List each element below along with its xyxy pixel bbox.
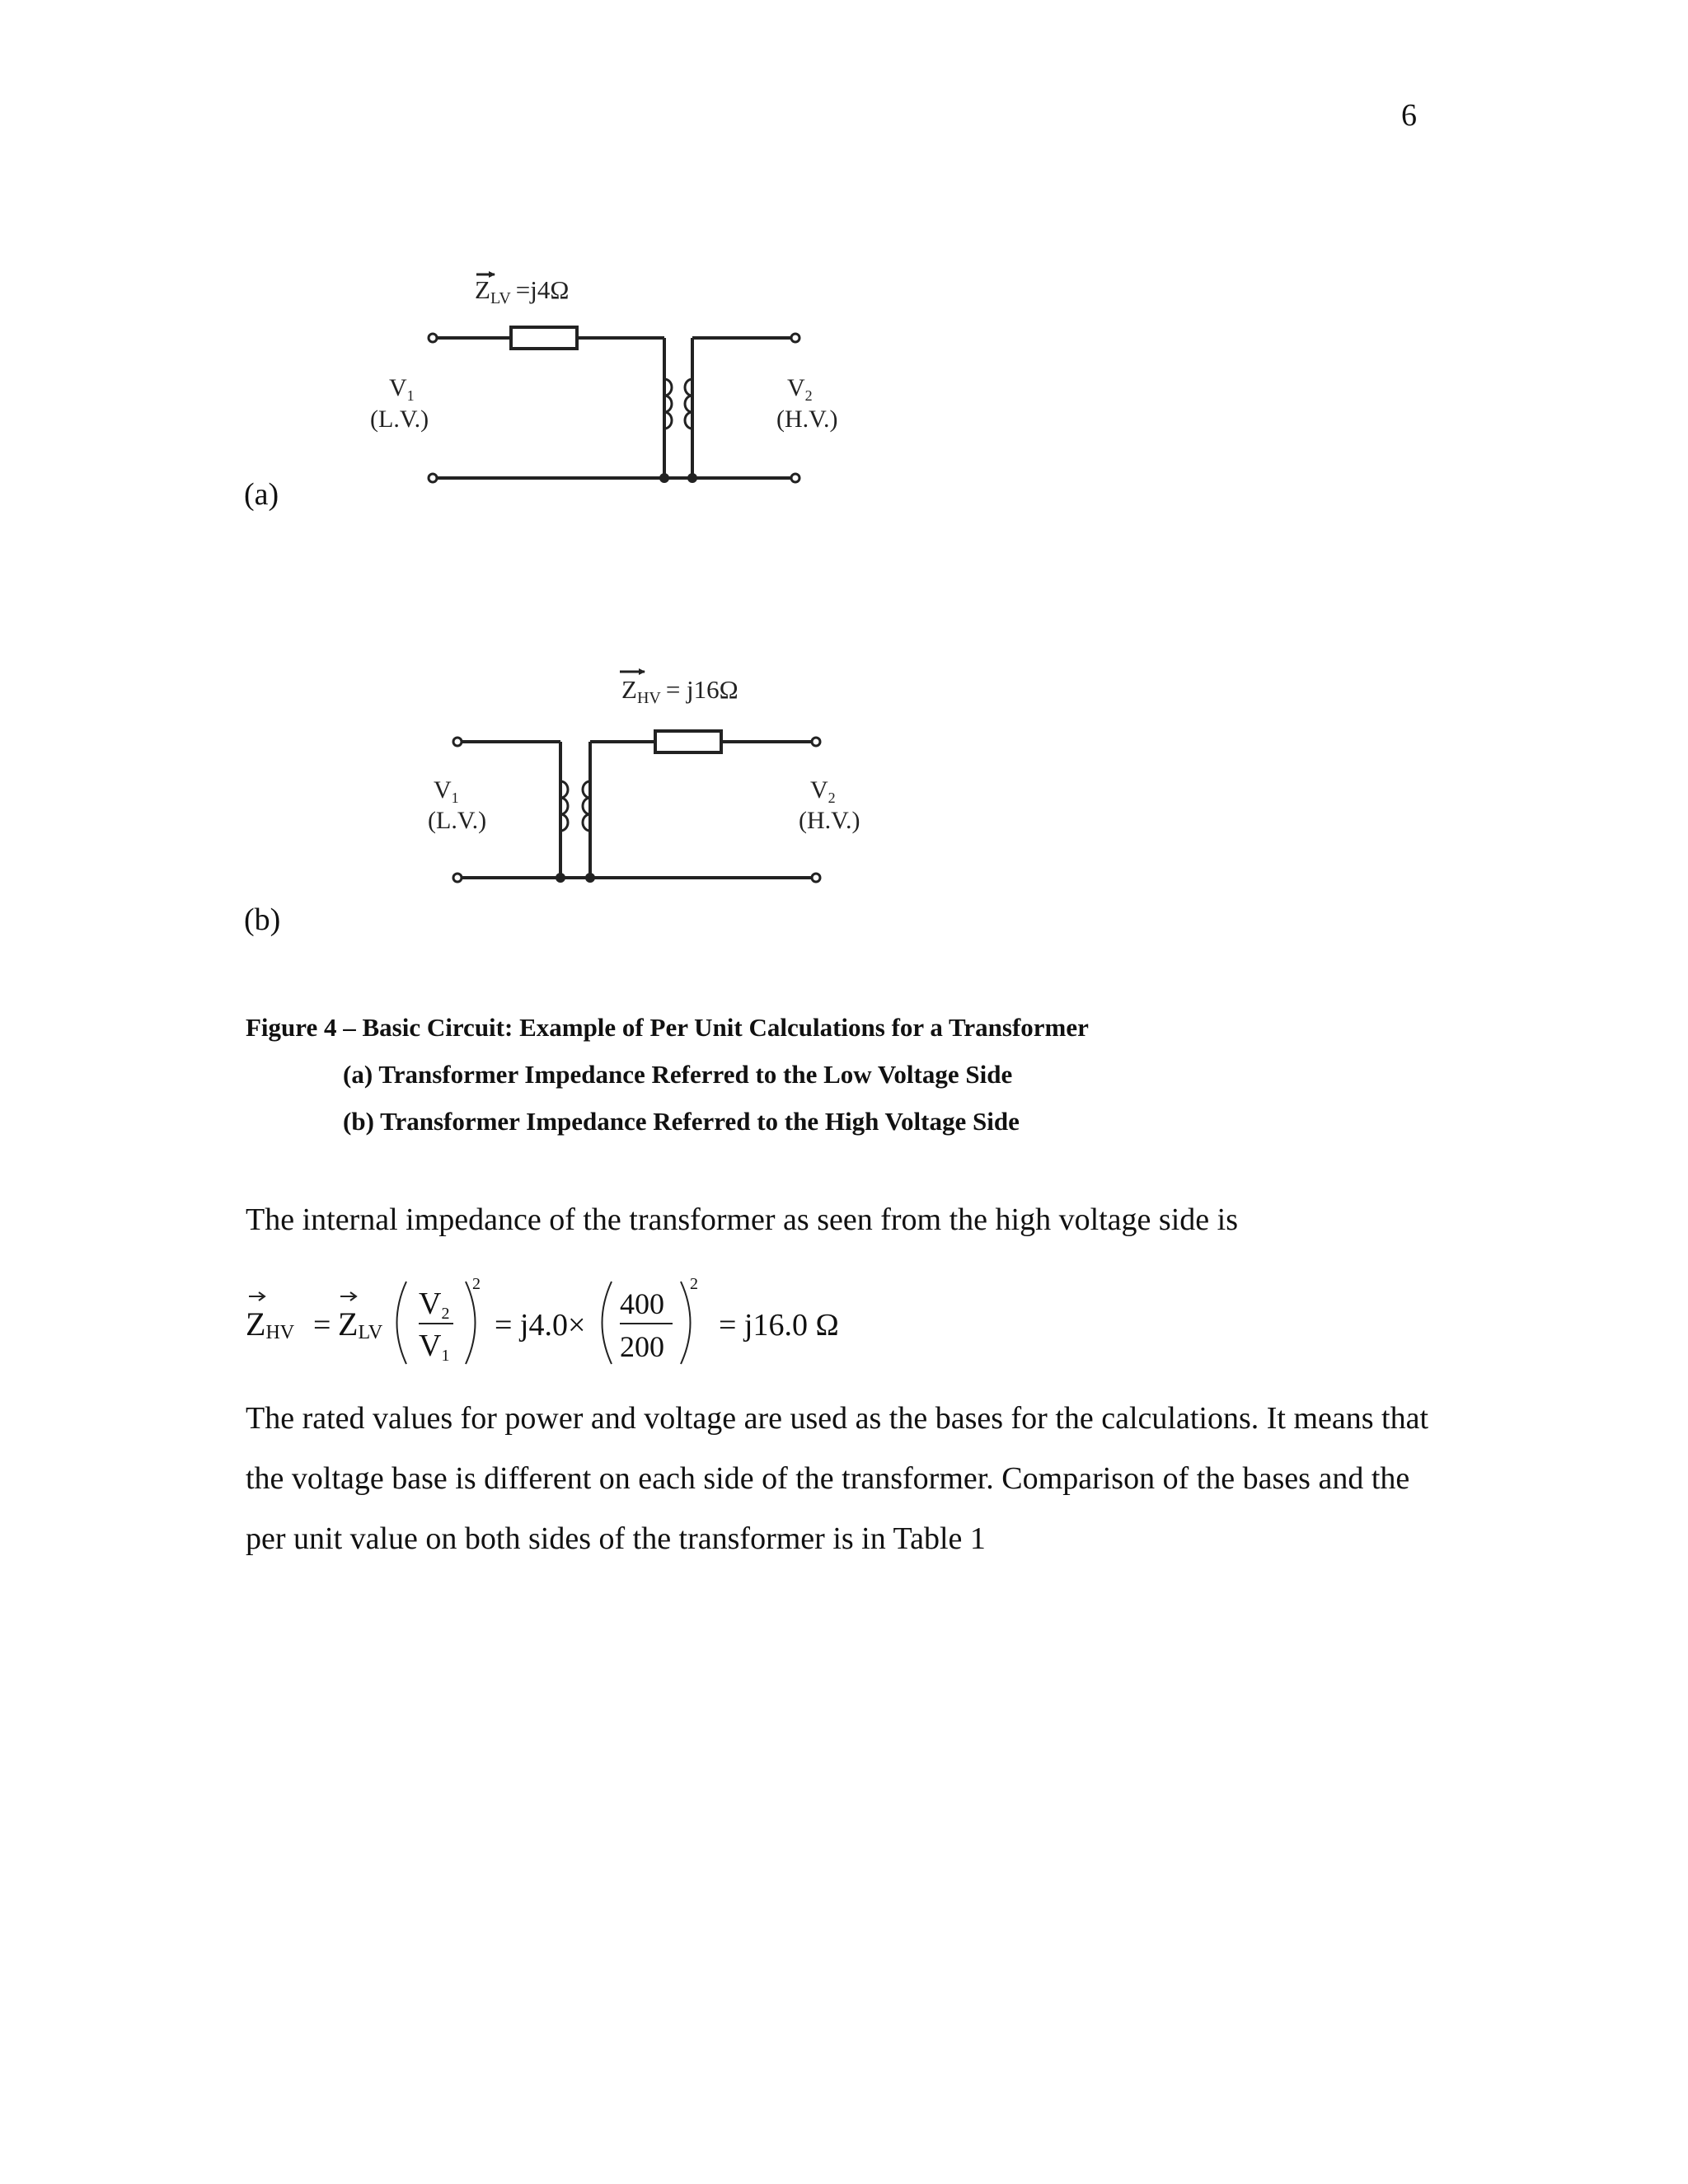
eq-exponent: 2 bbox=[472, 1275, 481, 1293]
figure-caption bbox=[246, 1004, 1089, 1145]
v2-sub-b: 2 bbox=[828, 790, 836, 806]
svg-text:V1 bbox=[419, 1329, 449, 1365]
eq-equals: = bbox=[313, 1308, 331, 1343]
svg-text:ZHV bbox=[246, 1305, 295, 1343]
eq-num-symbol: V bbox=[419, 1286, 442, 1321]
eq-lhs-sub: HV bbox=[265, 1322, 295, 1343]
circuit-diagram bbox=[0, 0, 1688, 972]
impedance-resistor-a bbox=[511, 327, 577, 349]
v1-sub-b: 1 bbox=[451, 790, 459, 806]
svg-text:ZLV=j4Ω bbox=[475, 275, 569, 307]
caption-line-a: (a) Transformer Impedance Referred to the Low Voltage Side bbox=[343, 1060, 1013, 1089]
eq-lhs-symbol: Z bbox=[246, 1305, 266, 1343]
impedance-resistor-b bbox=[655, 731, 721, 752]
impedance-value-b: = j16Ω bbox=[665, 675, 738, 704]
impedance-equation bbox=[0, 1269, 1688, 1376]
svg-text:V1 bbox=[389, 374, 415, 404]
impedance-symbol-a: Z bbox=[475, 275, 490, 304]
v2-side-b: (H.V.) bbox=[799, 807, 860, 834]
eq-mid: = j4.0× bbox=[495, 1308, 586, 1343]
v1-sub-a: 1 bbox=[406, 387, 415, 404]
panel-label-a: (a) bbox=[244, 477, 279, 512]
impedance-symbol-b: Z bbox=[621, 675, 637, 704]
svg-text:V2 bbox=[419, 1286, 449, 1323]
v1-symbol-a: V bbox=[389, 374, 407, 401]
circuit-a bbox=[429, 327, 799, 483]
v2-sub-a: 2 bbox=[804, 387, 813, 404]
eq-exponent-2: 2 bbox=[690, 1275, 698, 1293]
intro-text: The internal impedance of the transformer as seen from the high voltage side is bbox=[246, 1202, 1238, 1237]
eq-den-symbol: V bbox=[419, 1329, 442, 1363]
eq-zlv-symbol: Z bbox=[338, 1305, 359, 1343]
eq-num-sub: 2 bbox=[441, 1305, 450, 1323]
caption-title: Figure 4 – Basic Circuit: Example of Per Unit Calculations for a Transformer bbox=[246, 1013, 1089, 1042]
eq-zlv-sub: LV bbox=[358, 1322, 383, 1343]
impedance-value-a: =j4Ω bbox=[515, 275, 570, 304]
svg-text:V2 bbox=[810, 776, 836, 806]
svg-text:V2 bbox=[787, 374, 813, 404]
page-number: 6 bbox=[1401, 98, 1417, 133]
v1-symbol-b: V bbox=[434, 776, 452, 804]
eq-result: = j16.0 Ω bbox=[719, 1308, 839, 1343]
svg-text:ZHV= j16Ω bbox=[621, 675, 738, 707]
impedance-subscript-b: HV bbox=[636, 689, 661, 707]
svg-text:ZLV bbox=[338, 1305, 383, 1343]
body-paragraph: The rated values for power and voltage are used as the bases for the calculations. It means that the voltage base is different on each side of the transformer. Comparison of the bases and the per unit value on both sides of the transformer is in Table 1 bbox=[246, 1401, 1429, 1556]
v2-side-a: (H.V.) bbox=[776, 405, 838, 433]
eq-den-sub: 1 bbox=[441, 1347, 450, 1365]
panel-label-b: (b) bbox=[244, 902, 281, 937]
v2-symbol-a: V bbox=[787, 374, 805, 401]
eq-num-value: 400 bbox=[620, 1287, 664, 1320]
v2-symbol-b: V bbox=[810, 776, 828, 804]
svg-text:V1 bbox=[434, 776, 459, 806]
impedance-subscript-a: LV bbox=[490, 289, 511, 307]
circuit-b bbox=[453, 731, 820, 883]
eq-den-value: 200 bbox=[620, 1330, 664, 1363]
v1-side-a: (L.V.) bbox=[370, 405, 429, 433]
caption-line-b: (b) Transformer Impedance Referred to the High Voltage Side bbox=[343, 1107, 1020, 1136]
v1-side-b: (L.V.) bbox=[428, 807, 487, 834]
